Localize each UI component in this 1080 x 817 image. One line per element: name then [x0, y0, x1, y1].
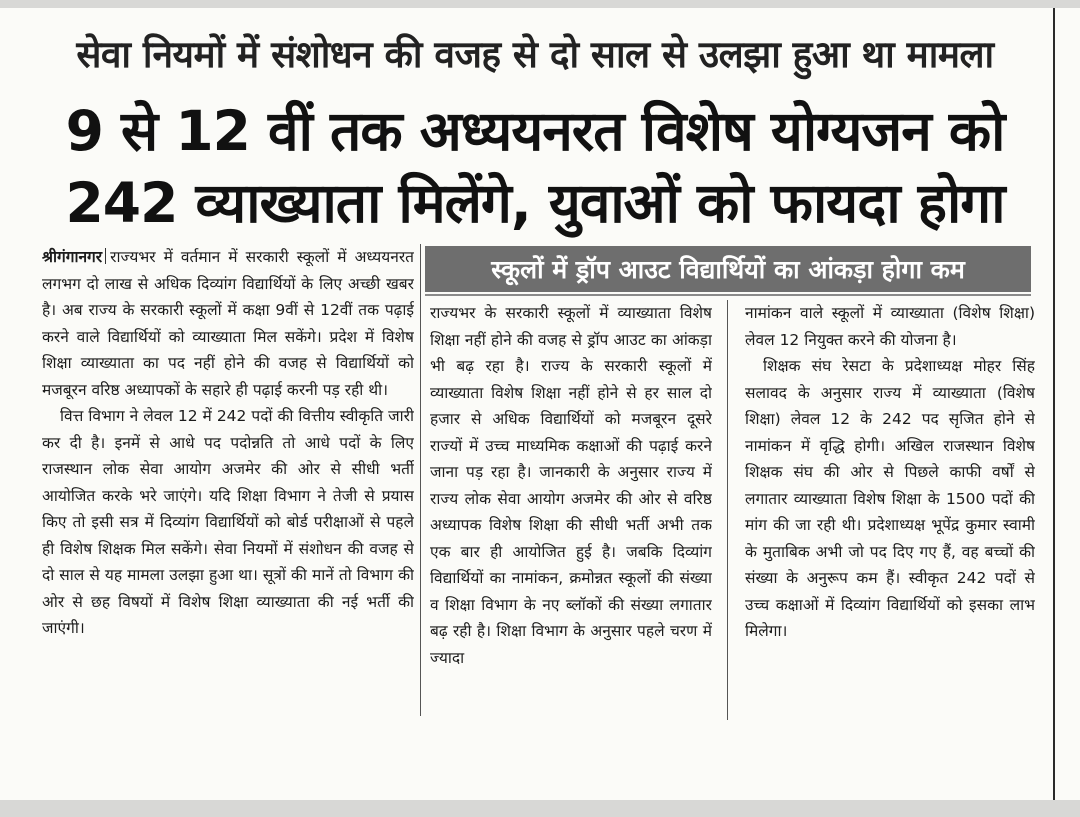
subheading-underline [425, 294, 1031, 296]
article-paragraph: राज्यभर के सरकारी स्कूलों में व्याख्याता विशेष शिक्षा नहीं होने की वजह से ड्रॉप आउट का आंकड़ा भी बढ़ रहा है। राज्य के सरकारी स्कूलों में व्याख्याता विशेष शिक्षा नहीं होने से हर साल दो हजार से अधिक विद्यार्थियों को मजबूरन दूसरे राज्यों में उच्च माध्यमिक कक्षाओं की पढ़ाई करने जाना पड़ रहा है। जानकारी के अनुसार राज्य में राज्य लोक सेवा आयोग अजमेर की ओर से वरिष्ठ अध्यापक विशेष शिक्षा की सीधी भर्ती अभी तक एक बार ही आयोजित हुई है। जबकि दिव्यांग विद्यार्थियों का नामांकन, क्रमोन्नत स्कूलों की संख्या व शिक्षा विभाग के नए ब्लॉकों की संख्या लगातार बढ़ रही है। शिक्षा विभाग के अनुसार पहले चरण में ज्यादा [430, 304, 712, 667]
main-headline-line-2: 242 व्याख्याता मिलेंगे, युवाओं को फायदा होगा [65, 170, 1005, 235]
article-paragraph [42, 244, 414, 403]
main-headline-line-1: 9 से 12 वीं तक अध्ययनरत विशेष योग्यजन को [65, 98, 1005, 163]
dateline-separator [105, 248, 106, 264]
article-paragraph: वित्त विभाग ने लेवल 12 में 242 पदों की वित्तीय स्वीकृति जारी कर दी है। इनमें से आधे पद पदोन्नति तो आधे पदों के लिए राजस्थान लोक सेवा आयोग अजमेर की ओर से सीधी भर्ती आयोजित करके भरे जाएंगे। यदि शिक्षा विभाग ने तेजी से प्रयास किए तो इसी सत्र में दिव्यांग विद्यार्थियों को बोर्ड परीक्षाओं से पहले ही विशेष शिक्षक मिल सकेंगे। सेवा नियमों में संशोधन की वजह से दो साल से यह मामला उलझा हुआ था। सूत्रों की मानें तो विभाग की ओर से छह विषयों में विशेष शिक्षा व्याख्याता की नई भर्ती की जाएंगी। [42, 407, 414, 637]
article-column-2 [430, 300, 712, 725]
column-divider [727, 300, 728, 720]
dateline: श्रीगंगानगर [42, 248, 103, 266]
article-paragraph: शिक्षक संघ रेसटा के प्रदेशाध्यक्ष मोहर सिंह सलावद के अनुसार राज्य में व्याख्याता (विशेष शिक्षा) लेवल 12 के 242 पद सृजित होने से नामांकन में वृद्धि होगी। अखिल राजस्थान विशेष शिक्षक संघ की ओर से पिछले काफी वर्षों से लगातार व्याख्याता विशेष शिक्षा के 1500 पदों की मांग की जा रही थी। प्रदेशाध्यक्ष भूपेंद्र कुमार स्वामी के मुताबिक अभी जो पद दिए गए हैं, वह बच्चों की संख्या के अनुरूप कम हैं। स्वीकृत 242 पदों से उच्च कक्षाओं में दिव्यांग विद्यार्थियों को इसका लाभ मिलेगा। [745, 357, 1035, 640]
kicker-headline: सेवा नियमों में संशोधन की वजह से दो साल से उलझा हुआ था मामला [76, 32, 994, 76]
article-column-1 [42, 244, 414, 714]
article-paragraph: नामांकन वाले स्कूलों में व्याख्याता (विशेष शिक्षा) लेवल 12 नियुक्त करने की योजना है। [745, 304, 1035, 349]
column-border-right [1053, 8, 1055, 800]
subheading-banner: स्कूलों में ड्रॉप आउट विद्यार्थियों का आंकड़ा होगा कम [425, 246, 1031, 292]
article-column-3 [745, 300, 1035, 725]
column-divider [420, 244, 421, 716]
paragraph-text: राज्यभर में वर्तमान में सरकारी स्कूलों में अध्ययनरत लगभग दो लाख से अधिक दिव्यांग विद्यार्थियों के लिए अच्छी खबर है। अब राज्य के सरकारी स्कूलों में कक्षा 9वीं से 12वीं तक पढ़ाई करने वाले विद्यार्थियों को व्याख्याता मिल सकेंगे। प्रदेश में विशेष शिक्षा व्याख्याता का पद नहीं होने की वजह से विद्यार्थियों को मजबूरन वरिष्ठ अध्यापकों के सहारे ही पढ़ाई करनी पड़ रही थी। [42, 248, 414, 399]
